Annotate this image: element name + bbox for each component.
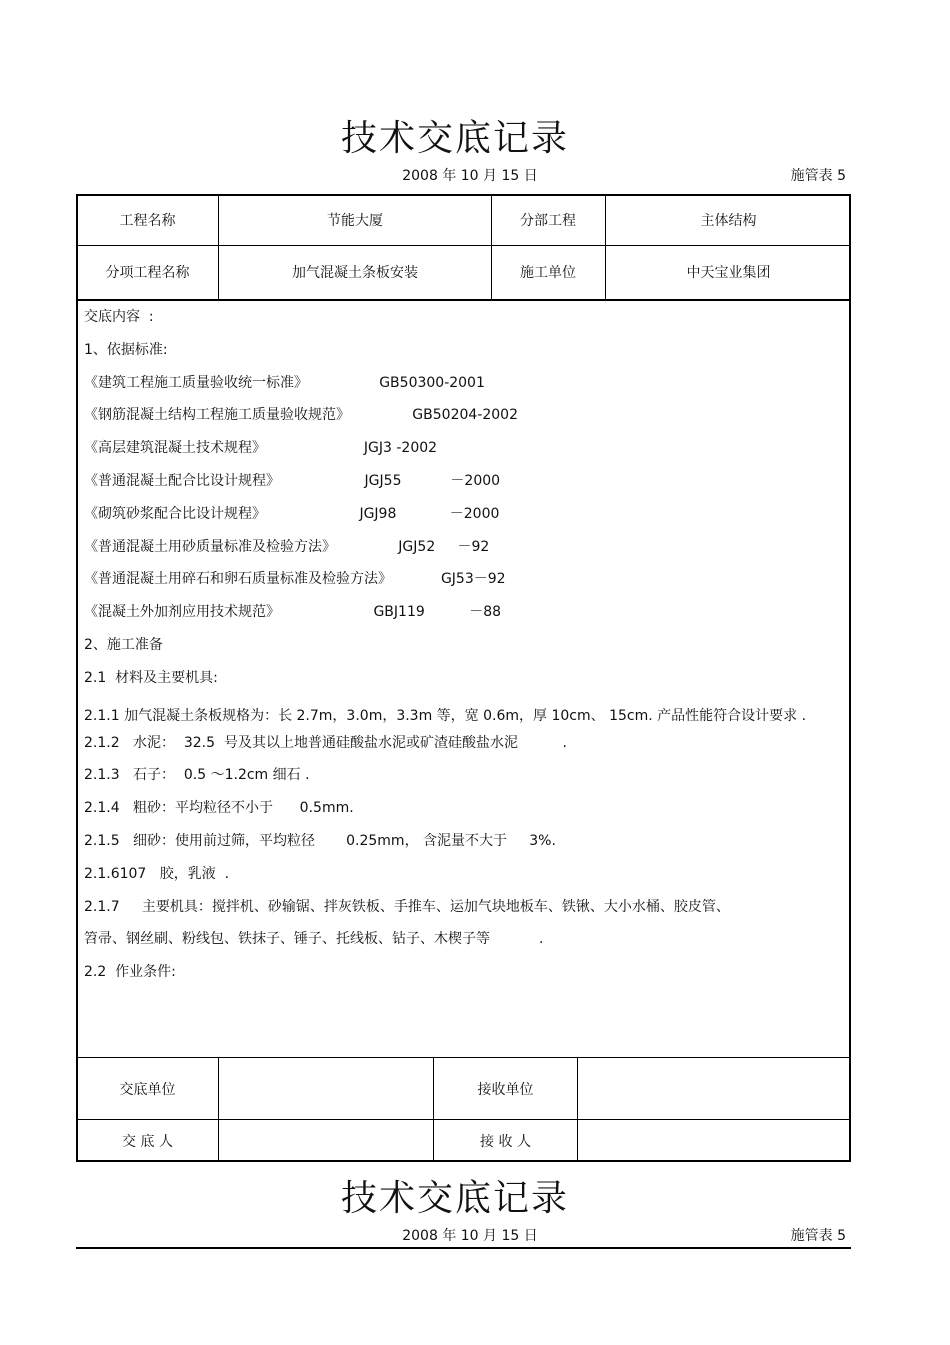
- record-date: 2008 年 10 月 15 日: [402, 168, 538, 184]
- receiving-unit-label: 接收单位: [477, 1081, 534, 1098]
- content-line: 2.2 作业条件:: [84, 964, 176, 981]
- receiving-unit-value[interactable]: [578, 1058, 851, 1119]
- content-line: 交底内容 :: [84, 309, 154, 325]
- content-line: 2.1.2 水泥： 32.5 号及其以上地普通硅酸盐水泥或矿渣硅酸盐水泥 .: [84, 734, 567, 751]
- content-line: 2.1.5 细砂：使用前过筛，平均粒径 0.25mm， 含泥量不大于 3%.: [84, 832, 556, 849]
- record-date-2: 2008 年 10 月 15 日: [402, 1228, 538, 1244]
- content-line: 2、施工准备: [84, 636, 163, 653]
- content-line: 《普通混凝土用砂质量标准及检验方法》 JGJ52 －92: [84, 538, 490, 555]
- contractor-label: 施工单位: [520, 265, 576, 281]
- division-value: 主体结构: [700, 212, 757, 229]
- page-title: 技术交底记录: [340, 118, 569, 159]
- content-line: 2.1.3 石子： 0.5 ～1.2cm 细石 .: [84, 767, 310, 784]
- content-line: 《混凝土外加剂应用技术规范》 GBJ119 －88: [84, 604, 502, 621]
- content-line: 笤帚、钢丝刷、粉线包、铁抹子、锤子、托线板、钻子、木楔子等 .: [84, 931, 544, 948]
- content-line: 《建筑工程施工质量验收统一标准》 GB50300-2001: [84, 374, 485, 391]
- contractor-value: 中天宝业集团: [686, 265, 771, 281]
- content-line: 2.1.1 加气混凝土条板规格为：长 2.7m，3.0m，3.3m 等，宽 0.6m，厚 10cm、 15cm. 产品性能符合设计要求 .: [84, 707, 807, 724]
- content-line: 《砌筑砂浆配合比设计规程》 JGJ98 －2000: [84, 505, 500, 522]
- project-name-value: 节能大厦: [327, 212, 383, 229]
- content-line: 2.1 材料及主要机具:: [84, 669, 218, 686]
- issuer-label: 交 底 人: [122, 1133, 173, 1150]
- receiver-label: 接 收 人: [480, 1133, 531, 1150]
- content-line: 《普通混凝土配合比设计规程》 JGJ55 －2000: [84, 472, 501, 489]
- project-name-label: 工程名称: [119, 212, 176, 229]
- content-line: 《普通混凝土用碎石和卵石质量标准及检验方法》 GJ53－92: [84, 571, 506, 588]
- form-number: 施管表 5: [790, 168, 846, 184]
- subproject-value: 加气混凝土条板安装: [292, 265, 418, 281]
- subproject-label: 分项工程名称: [105, 265, 190, 281]
- content-line: 2.1.4 粗砂：平均粒径不小于 0.5mm.: [84, 800, 354, 817]
- briefing-content: [84, 306, 839, 994]
- issuing-unit-value[interactable]: [219, 1058, 433, 1119]
- content-line: 《钢筋混凝土结构工程施工质量验收规范》 GB50204-2002: [84, 407, 518, 424]
- issuer-value[interactable]: [219, 1120, 433, 1161]
- form-number-2: 施管表 5: [790, 1228, 846, 1244]
- page-title-2: 技术交底记录: [340, 1178, 569, 1219]
- content-line: 2.1.6107 胶，乳液 .: [84, 865, 230, 882]
- content-line: 《高层建筑混凝土技术规程》 JGJ3 -2002: [84, 440, 438, 457]
- issuing-unit-label: 交底单位: [119, 1081, 176, 1098]
- content-line: 2.1.7 主要机具：搅拌机、砂输锯、拌灰铁板、手推车、运加气块地板车、铁锹、大小水桶、胶皮管、: [84, 898, 730, 915]
- receiver-value[interactable]: [578, 1120, 851, 1161]
- division-label: 分部工程: [520, 212, 576, 229]
- row-divider: [76, 299, 851, 301]
- table-top-border: [76, 1247, 851, 1249]
- content-line: 1、依据标准:: [84, 341, 168, 358]
